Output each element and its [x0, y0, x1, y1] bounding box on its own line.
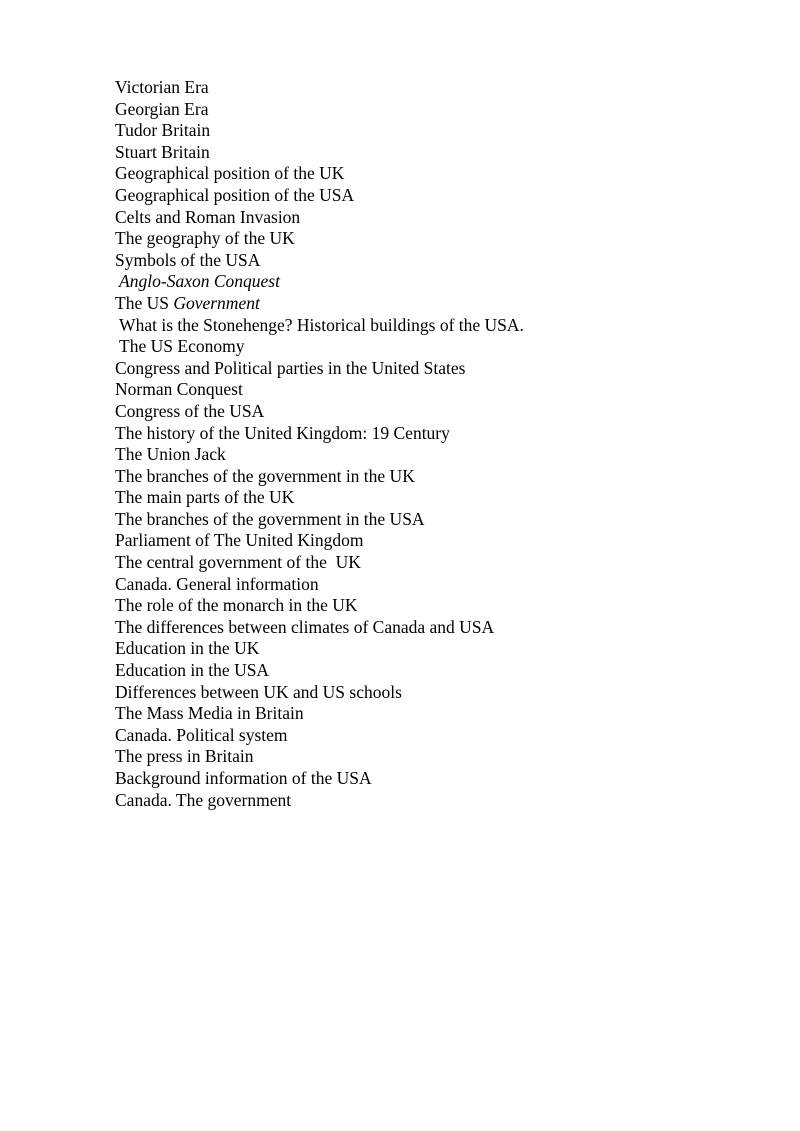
topic-line-mixed — [115, 293, 755, 315]
topic-line-prefix: The US — [115, 292, 174, 313]
topic-line: Education in the UK — [115, 638, 260, 659]
topic-line: The press in Britain — [115, 746, 254, 767]
topic-line: The central government of the UK — [115, 552, 361, 573]
topic-line: Georgian Era — [115, 98, 209, 119]
topic-line: Differences between UK and US schools — [115, 681, 402, 702]
topic-line-italic-suffix: Government — [173, 292, 260, 313]
topic-list — [115, 77, 755, 811]
topic-line: Canada. General information — [115, 573, 319, 594]
topic-line: Education in the USA — [115, 660, 270, 681]
topic-line: The differences between climates of Canada and USA — [115, 616, 495, 637]
topic-line: Celts and Roman Invasion — [115, 206, 301, 227]
topic-line: Canada. The government — [115, 789, 292, 810]
topic-line: Parliament of The United Kingdom — [115, 530, 364, 551]
topic-line: Canada. Political system — [115, 724, 288, 745]
topic-line: The branches of the government in the USA — [115, 508, 425, 529]
topic-line: Tudor Britain — [115, 120, 211, 141]
topic-line: The US Economy — [115, 336, 245, 357]
topic-line: What is the Stonehenge? Historical buildings of the USA. — [115, 314, 524, 335]
topic-line: Stuart Britain — [115, 141, 210, 162]
topic-line: Congress of the USA — [115, 400, 265, 421]
topic-line: Geographical position of the USA — [115, 184, 355, 205]
topic-line: Victorian Era — [115, 77, 209, 97]
topic-line: The Mass Media in Britain — [115, 703, 304, 724]
topic-line: The branches of the government in the UK — [115, 465, 415, 486]
topic-line: The role of the monarch in the UK — [115, 595, 358, 616]
topic-line: The geography of the UK — [115, 228, 295, 249]
topic-line-italic: Anglo-Saxon Conquest — [115, 271, 280, 292]
topic-line: The main parts of the UK — [115, 487, 295, 508]
topic-line: Geographical position of the UK — [115, 163, 345, 184]
topic-line: Norman Conquest — [115, 379, 243, 400]
topic-line: Symbols of the USA — [115, 249, 261, 270]
topic-line: The Union Jack — [115, 444, 226, 465]
topic-line: Background information of the USA — [115, 768, 372, 788]
topic-line: The history of the United Kingdom: 19 Century — [115, 422, 450, 443]
topic-line: Congress and Political parties in the United States — [115, 357, 466, 378]
